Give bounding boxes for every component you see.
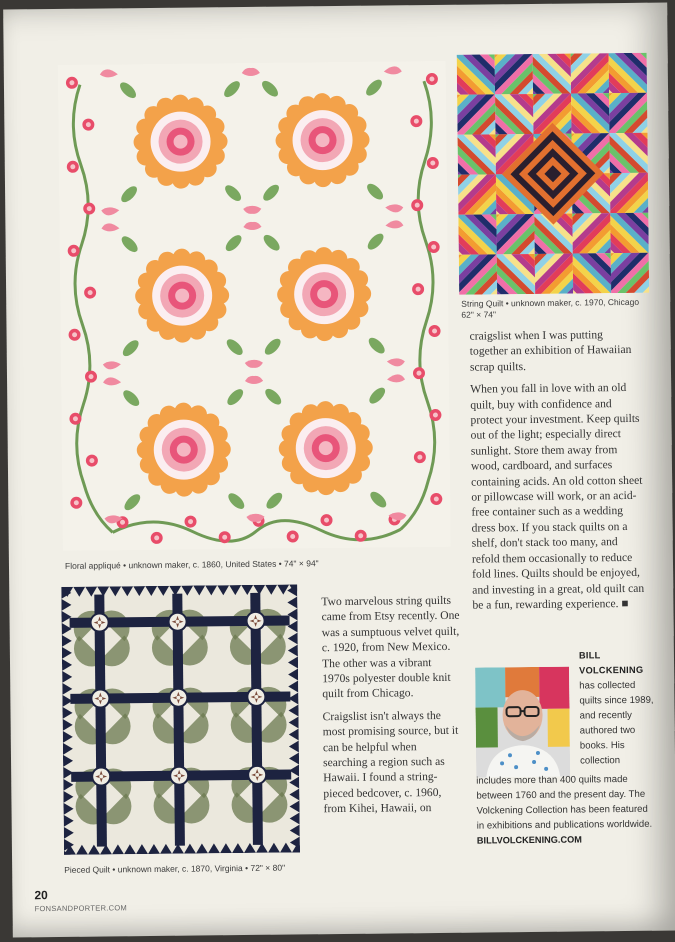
article-paragraph: Craigslist isn't always the most promising source, but it can be helpful when searching a region such as Hawaii. I found a string-pieced bedcover, c. 1960, from Kihei, Hawaii, on <box>322 708 459 816</box>
article-paragraph: When you fall in love with an old quilt, buy with confidence and protect your investment. Keep quilts out of the light; especially direct sunlight. Store them away from wood, cardboard, and surfaces containing acids. An old cotton sheet or pillowcase will work, or an acid-free container such as a wedding dress box. If you stack quilts on a shelf, don't stack too many, and refold them occasionally to reduce fold lines. Quilts should be enjoyed, and investing in a great, old quilt can be a fun, rewarding experience. ■ <box>470 381 645 612</box>
bio-full-text: includes more than 400 quilts made between 1760 and the present day. The Volckening Collection has been featured in exhibitions and publications worldwide. <box>476 774 653 832</box>
bio-line: quilts since 1989, <box>579 694 654 707</box>
author-name: BILL VOLCKENING <box>578 650 644 676</box>
pieced-quilt-image <box>61 584 300 854</box>
bio-line: and recently <box>579 709 632 722</box>
magazine-page <box>3 3 675 938</box>
floral-quilt-caption: Floral appliqué • unknown maker, c. 1860, United States • 74" × 94" <box>64 558 319 571</box>
string-caption-line1: String Quilt • unknown maker, c. 1970, Chicago <box>461 296 640 309</box>
bio-line: authored two <box>579 724 636 737</box>
author-website-link[interactable]: BILLVOLCKENING.COM <box>476 834 582 846</box>
bio-line: has collected <box>579 679 636 692</box>
floral-quilt-image <box>58 61 451 551</box>
string-caption-line2: 62" × 74" <box>461 308 497 320</box>
string-quilt-image <box>457 53 650 295</box>
article-paragraph: craigslist when I was putting together an exhibition of Hawaiian scrap quilts. <box>469 328 632 374</box>
bio-line: collection <box>580 755 621 767</box>
bio-side-lines <box>579 678 656 769</box>
page-number: 20 <box>34 888 48 903</box>
footer-site: FONSANDPORTER.COM <box>34 903 128 914</box>
article-paragraph: Two marvelous string quilts came from Etsy recently. One was a sumptuous velvet quilt, c. 1920, from New Mexico. The other was a vibrant 1970s polyester double knit quilt from Chicago. <box>321 593 460 701</box>
string-quilt-caption <box>461 297 661 320</box>
article-right-column <box>470 327 645 620</box>
pieced-quilt-caption: Pieced Quilt • unknown maker, c. 1870, Virginia • 72" × 80" <box>64 862 286 875</box>
article-middle-column <box>321 593 461 824</box>
bio-line: books. His <box>579 740 625 752</box>
author-bio <box>475 648 657 849</box>
